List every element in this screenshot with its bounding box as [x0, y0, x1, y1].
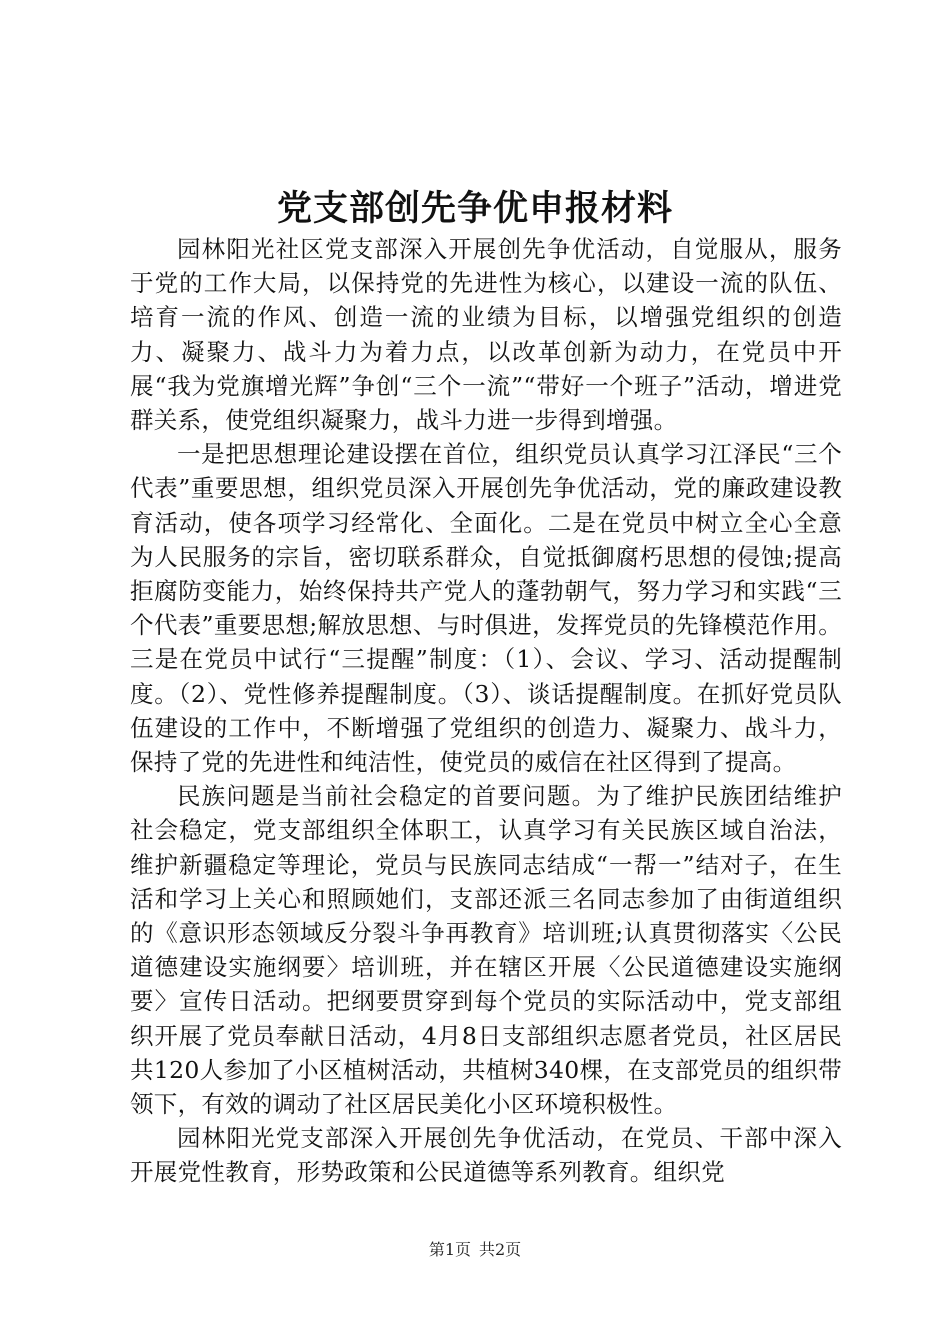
- paragraph-2: 一是把思想理论建设摆在首位，组织党员认真学习江泽民“三个代表”重要思想，组织党员深入开展创先争优活动，党的廉政建设教育活动，使各项学习经常化、全面化。二是在党员中树立全心全意为人民服务的宗旨，密切联系群众，自觉抵御腐朽思想的侵蚀;提高拒腐防变能力，始终保持共产党人的蓬勃朝气，努力学习和实践“三个代表”重要思想;解放思想、与时俱进，发挥党员的先锋模范作用。三是在党员中试行“三提醒”制度：（1）、会议、学习、活动提醒制度。（2）、党性修养提醒制度。（3）、谈话提醒制度。在抓好党员队伍建设的工作中，不断增强了党组织的创造力、凝聚力、战斗力，保持了党的先进性和纯洁性，使党员的威信在社区得到了提高。: [130, 440, 842, 777]
- document-title: 党支部创先争优申报材料: [276, 188, 673, 229]
- page-number: 第1页: [428, 1240, 471, 1259]
- paragraph-1: 园林阳光社区党支部深入开展创先争优活动，自觉服从，服务于党的工作大局，以保持党的先进性为核心，以建设一流的队伍、培育一流的作风、创造一流的业绩为目标，以增强党组织的创造力、凝聚力、战斗力为着力点，以改革创新为动力，在党员中开展“我为党旗增光辉”争创“三个一流”“带好一个班子”活动，增进党群关系，使党组织凝聚力，战斗力进一步得到增强。: [130, 235, 842, 435]
- paragraph-3: 民族问题是当前社会稳定的首要问题。为了维护民族团结维护社会稳定，党支部组织全体职工，认真学习有关民族区域自治法，维护新疆稳定等理论，党员与民族同志结成“一帮一”结对子，在生活和学习上关心和照顾她们，支部还派三名同志参加了由街道组织的《意识形态领域反分裂斗争再教育》培训班;认真贯彻落实〈公民道德建设实施纲要〉培训班，并在辖区开展〈公民道德建设实施纲要〉宣传日活动。把纲要贯穿到每个党员的实际活动中，党支部组织开展了党员奉献日活动，4月8日支部组织志愿者党员，社区居民共120人参加了小区植树活动，共植树340棵，在支部党员的组织带领下，有效的调动了社区居民美化小区环境积极性。: [130, 782, 842, 1119]
- page-total: 共2页: [479, 1240, 522, 1259]
- paragraph-4: 园林阳光党支部深入开展创先争优活动，在党员、干部中深入开展党性教育，形势政策和公民道德等系列教育。组织党: [130, 1124, 842, 1187]
- page-footer: [0, 1239, 950, 1261]
- document-body: [130, 232, 842, 1190]
